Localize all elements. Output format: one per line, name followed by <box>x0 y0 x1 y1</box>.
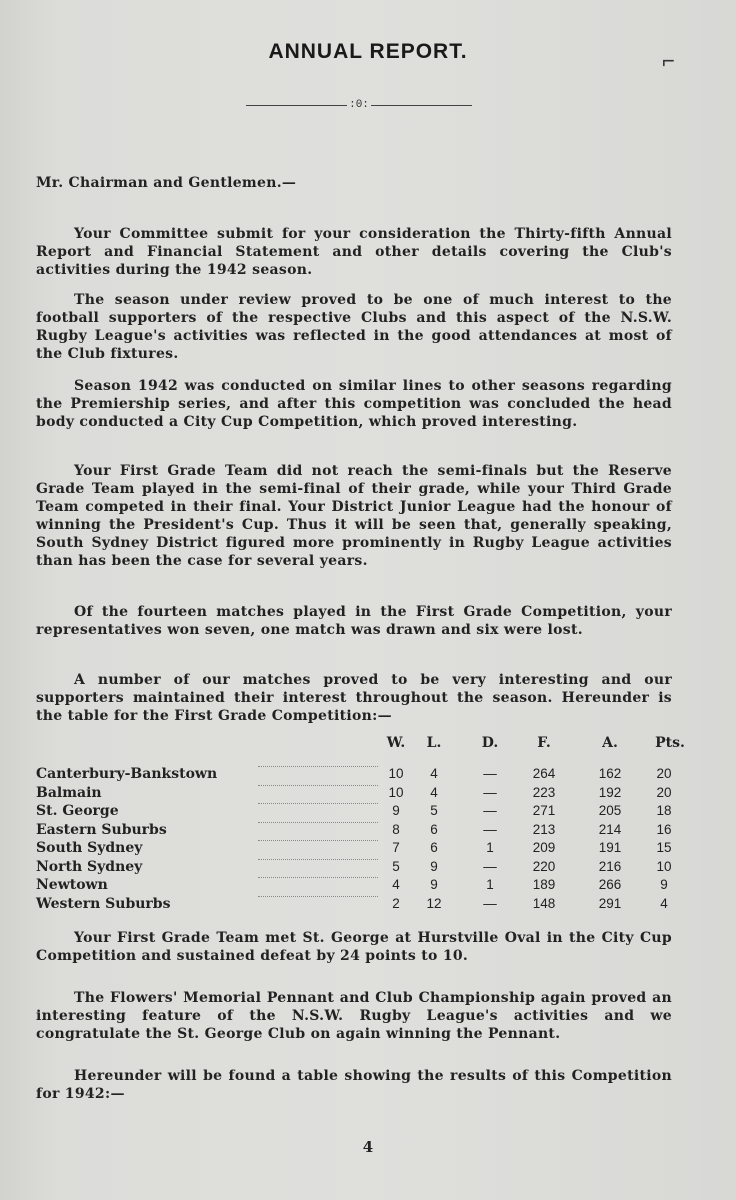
header-won: W. <box>386 735 406 751</box>
paragraph-first-grade: Your First Grade Team did not reach the semi-finals but the Reserve Grade Team played in the semi-final of their grade, while your Third Grade Team competed in their final. Your District Junior League had the honour of winning the President's Cup. Thus it will be seen that, generally speaking, South Sydney District figured more prominently in Rugby League activities than has been the case for several years. <box>36 463 672 569</box>
cell-l: 6 <box>430 821 438 837</box>
dot-leader <box>258 821 378 823</box>
table-row <box>36 765 686 784</box>
cell-pts: 16 <box>656 821 672 837</box>
cell-w: 8 <box>392 821 400 837</box>
paragraph-committee: Your Committee submit for your consideration the Thirty-fifth Annual Report and Financial Statement and other details covering the Club's activities during the 1942 season. <box>36 226 672 278</box>
dot-leader <box>258 876 378 878</box>
cell-f: 223 <box>532 784 556 800</box>
cell-l: 9 <box>430 877 438 892</box>
cell-d: — <box>483 858 497 874</box>
dot-leader <box>258 895 378 897</box>
cell-w: 10 <box>388 784 404 800</box>
dot-leader <box>258 858 378 860</box>
paragraph-flowers-pennant: The Flowers' Memorial Pennant and Club Championship again proved an interesting feature of the N.S.W. Rugby League's activities and we congratulate the St. George Club on again winning the Pennant. <box>36 990 672 1042</box>
table-body <box>36 765 686 913</box>
table-row <box>36 802 686 821</box>
cell-a: 191 <box>598 840 622 855</box>
first-grade-table <box>36 735 686 913</box>
paragraph-season-1942: Season 1942 was conducted on similar lines to other seasons regarding the Premiership series, and after this competition was concluded the head body conducted a City Cup Competition, which proved interesting. <box>36 378 672 430</box>
cell-w: 10 <box>388 766 404 781</box>
dot-leader <box>258 784 378 786</box>
dot-leader <box>258 802 378 804</box>
header-against: A. <box>602 735 618 751</box>
cell-f: 271 <box>532 803 556 818</box>
header-points: Pts. <box>655 735 685 751</box>
cell-l: 9 <box>430 858 438 874</box>
dot-leader <box>258 839 378 841</box>
page-number: 4 <box>362 1138 374 1156</box>
cell-a: 214 <box>598 821 622 837</box>
cell-a: 216 <box>598 858 622 874</box>
team-name: North Sydney <box>36 858 143 875</box>
divider-line-right <box>371 105 472 106</box>
cell-pts: 20 <box>656 784 672 800</box>
cell-w: 9 <box>392 803 400 818</box>
cell-d: — <box>483 821 497 837</box>
header-for: F. <box>537 735 551 751</box>
corner-mark: ⌐ <box>662 48 675 73</box>
paragraph-table-intro: A number of our matches proved to be very interesting and our supporters maintained their interest throughout the season. Hereunder is the table for the First Grade Competition:— <box>36 672 672 724</box>
cell-d: 1 <box>486 877 494 892</box>
team-name: Canterbury-Bankstown <box>36 766 218 782</box>
cell-f: 148 <box>532 895 556 911</box>
cell-f: 213 <box>532 821 556 837</box>
paragraph-fourteen-matches: Of the fourteen matches played in the First Grade Competition, your representatives won seven, one match was drawn and six were lost. <box>36 604 672 638</box>
cell-d: — <box>483 766 497 781</box>
team-name: Eastern Suburbs <box>36 821 167 838</box>
table-row <box>36 858 686 877</box>
cell-f: 209 <box>532 840 556 855</box>
header-drawn: D. <box>481 735 499 751</box>
cell-l: 4 <box>430 784 438 800</box>
cell-pts: 15 <box>656 840 672 855</box>
paragraph-season-interest: The season under review proved to be one of much interest to the football supporters of the respective Clubs and this aspect of the N.S.W. Rugby League's activities was reflected in the good attendances at most of the Club fixtures. <box>36 292 672 362</box>
divider-mark: :0: <box>349 99 369 111</box>
cell-pts: 9 <box>660 877 668 892</box>
divider-line-left <box>246 105 347 106</box>
table-header <box>36 735 686 765</box>
page-title: ANNUAL REPORT. <box>268 40 468 63</box>
cell-w: 4 <box>392 877 400 892</box>
team-name: South Sydney <box>36 840 143 856</box>
header-lost: L. <box>426 735 442 751</box>
cell-d: — <box>483 895 497 911</box>
cell-f: 220 <box>532 858 556 874</box>
cell-l: 5 <box>430 803 438 818</box>
paragraph-city-cup: Your First Grade Team met St. George at Hurstville Oval in the City Cup Competition and sustained defeat by 24 points to 10. <box>36 930 672 964</box>
team-name: Western Suburbs <box>36 895 171 912</box>
salutation: Mr. Chairman and Gentlemen.— <box>36 175 297 191</box>
cell-a: 266 <box>598 877 622 892</box>
cell-a: 291 <box>598 895 622 911</box>
table-row <box>36 784 686 803</box>
cell-a: 205 <box>598 803 622 818</box>
cell-a: 162 <box>598 766 622 781</box>
cell-l: 12 <box>426 895 442 911</box>
title-divider <box>246 98 472 112</box>
table-row <box>36 895 686 914</box>
cell-pts: 4 <box>660 895 668 911</box>
team-name: Newtown <box>36 877 108 893</box>
cell-d: — <box>483 784 497 800</box>
table-row <box>36 876 686 895</box>
dot-leader <box>258 765 378 767</box>
cell-w: 7 <box>392 840 400 855</box>
cell-w: 2 <box>392 895 400 911</box>
cell-f: 264 <box>532 766 556 781</box>
cell-w: 5 <box>392 858 400 874</box>
cell-pts: 18 <box>656 803 672 818</box>
team-name: St. George <box>36 803 119 819</box>
cell-l: 4 <box>430 766 438 781</box>
team-name: Balmain <box>36 784 102 801</box>
cell-f: 189 <box>532 877 556 892</box>
table-row <box>36 839 686 858</box>
cell-pts: 10 <box>656 858 672 874</box>
cell-l: 6 <box>430 840 438 855</box>
cell-d: 1 <box>486 840 494 855</box>
cell-a: 192 <box>598 784 622 800</box>
cell-d: — <box>483 803 497 818</box>
table-row <box>36 821 686 840</box>
cell-pts: 20 <box>656 766 672 781</box>
paragraph-results-intro: Hereunder will be found a table showing the results of this Competition for 1942:— <box>36 1068 672 1102</box>
